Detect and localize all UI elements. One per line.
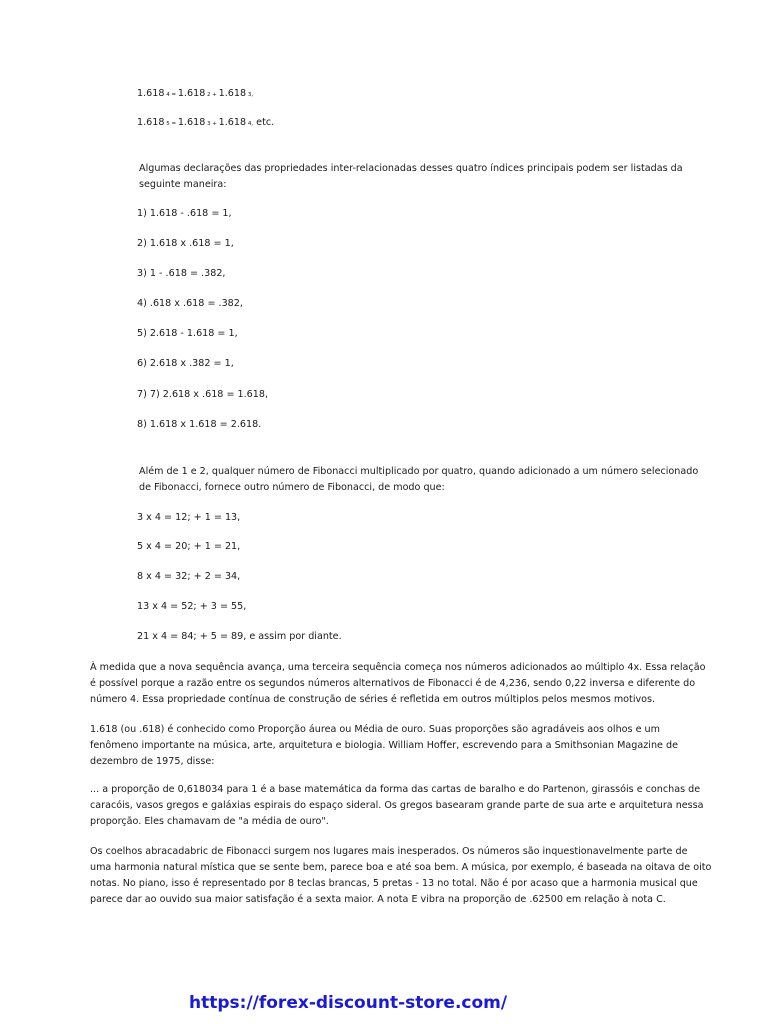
text-line: número 4. Essa propriedade contínua de construção de séries é refletida em outros múltiplos pelos mesmos motivos. (90, 694, 656, 705)
property-line: 7) 7) 2.618 x .618 = 1.618, (137, 389, 269, 400)
property-line: 8) 1.618 x 1.618 = 2.618. (137, 419, 262, 430)
text-line: À medida que a nova sequência avança, uma terceira sequência começa nos números adicionados ao múltiplo 4x. Essa relação (90, 662, 706, 673)
footer-link[interactable]: https://forex-discount-store.com/ (189, 993, 508, 1013)
property-line: 5) 2.618 - 1.618 = 1, (137, 328, 238, 339)
property-line: 4) .618 x .618 = .382, (137, 298, 243, 309)
text-line: seguinte maneira: (139, 179, 227, 190)
text-line: proporção. Eles chamavam de "a média de ouro". (90, 816, 329, 827)
text-line: ... a proporção de 0,618034 para 1 é a base matemática da forma das cartas de baralho e do Partenon, girassóis e conchas de (90, 784, 701, 795)
multiple-line: 3 x 4 = 12; + 1 = 13, (137, 512, 241, 523)
intro-paragraph (139, 161, 683, 193)
property-line: 3) 1 - .618 = .382, (137, 268, 226, 279)
intro-paragraph (139, 464, 698, 496)
text-line: fenômeno importante na música, arte, arquitetura e biologia. William Hoffer, escrevendo para a Smithsonian Magazine de (90, 740, 678, 751)
text-line: de Fibonacci, fornece outro número de Fibonacci, de modo que: (139, 482, 445, 493)
property-line: 2) 1.618 x .618 = 1, (137, 238, 234, 249)
text-line: Além de 1 e 2, qualquer número de Fibonacci multiplicado por quatro, quando adicionado a um número selecionado (139, 466, 699, 477)
text-line: Os coelhos abracadabric de Fibonacci surgem nos lugares mais inesperados. Os números são inquestionavelmente parte de (90, 846, 688, 857)
body-paragraph (90, 660, 705, 708)
multiple-line: 13 x 4 = 52; + 3 = 55, (137, 601, 247, 612)
body-paragraph (90, 844, 711, 908)
text-line: notas. No piano, isso é representado por 8 teclas brancas, 5 pretas - 13 no total. Não é por acaso que a harmonia musical que (90, 878, 698, 889)
text-line: Algumas declarações das propriedades inter-relacionadas desses quatro índices principais podem ser listadas da (139, 163, 683, 174)
property-line: 1) 1.618 - .618 = 1, (137, 208, 232, 219)
text-line: caracóis, vasos gregos e galáxias espirais do espaço sideral. Os gregos basearam grande parte de sua arte e arquitetura nessa (90, 800, 704, 811)
power-equation: 1.618 4 = 1.618 2 + 1.618 3, (137, 88, 254, 99)
text-line: é possível porque a razão entre os segundos números alternativos de Fibonacci é de 4,236, sendo 0,22 inversa e diferente do (90, 678, 696, 689)
body-paragraph (90, 722, 678, 770)
multiple-line: 5 x 4 = 20; + 1 = 21, (137, 541, 241, 552)
multiple-line: 8 x 4 = 32; + 2 = 34, (137, 571, 241, 582)
text-line: uma harmonia natural mística que se sente bem, parece boa e até soa bem. A música, por exemplo, é baseada na oitava de oito (90, 862, 712, 873)
text-line: dezembro de 1975, disse: (90, 756, 215, 767)
text-line: 1.618 (ou .618) é conhecido como Proporção áurea ou Média de ouro. Suas proporções são agradáveis aos olhos e um (90, 724, 660, 735)
quote-paragraph (90, 782, 704, 830)
multiple-line: 21 x 4 = 84; + 5 = 89, e assim por diante. (137, 631, 342, 642)
power-equation: 1.618 5 = 1.618 3 + 1.618 4, etc. (137, 117, 275, 128)
text-line: parece dar ao ouvido sua maior satisfação é a sexta maior. A nota E vibra na proporção de .62500 em relação à nota C. (90, 894, 666, 905)
property-line: 6) 2.618 x .382 = 1, (137, 358, 234, 369)
